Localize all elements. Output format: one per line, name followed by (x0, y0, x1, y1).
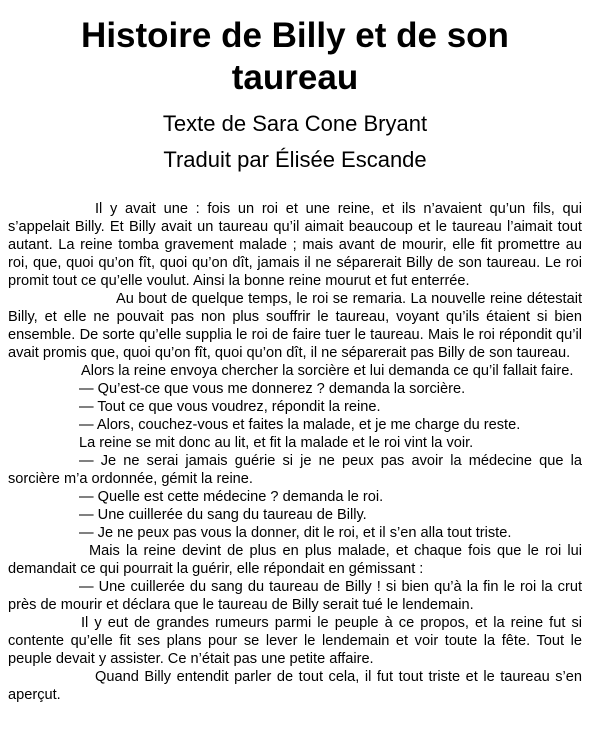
paragraph: Alors la reine envoya chercher la sorcière et lui demanda ce qu’il fallait faire. (81, 363, 574, 379)
paragraph: Mais la reine devint de plus en plus malade, et chaque fois que le roi lui demandait ce qui pourrait la guérir, elle répondait en gémissant : (8, 543, 582, 577)
translator-line: Traduit par Élisée Escande (163, 147, 427, 172)
paragraph: — Je ne peux pas vous la donner, dit le roi, et il s’en alla tout triste. (79, 525, 512, 541)
paragraph: — Je ne serai jamais guérie si je ne peux pas avoir la médecine que la sorcière m’a ordonnée, gémit la reine. (8, 453, 582, 487)
paragraph: Il y eut de grandes rumeurs parmi le peuple à ce propos, et la reine fut si contente qu’elle fit ses plans pour se lever le lendemain et voir toute la fête. Tout le peuple devait y assister. Ce n’était pas une petite affaire. (8, 615, 582, 667)
paragraph: — Alors, couchez-vous et faites la malade, et je me charge du reste. (79, 417, 521, 433)
paragraph: Au bout de quelque temps, le roi se remaria. La nouvelle reine détestait Billy, et elle ne pouvait pas non plus souffrir le taureau, voyant qu’ils étaient si bien ensemble. De sorte qu’elle supplia le roi de faire tuer le taureau. Mais le roi répondit qu’il avait promis que, quoi qu’on fît, quoi qu’on dît, il ne séparerait pas Billy de son taureau. (8, 291, 582, 361)
author-line: Texte de Sara Cone Bryant (162, 111, 428, 136)
paragraph: — Une cuillerée du sang du taureau de Billy ! si bien qu’à la fin le roi la crut près de mourir et déclara que le taureau de Billy serait tué le lendemain. (8, 579, 582, 613)
paragraph: — Qu’est-ce que vous me donnerez ? demanda la sorcière. (79, 381, 466, 397)
story-body (8, 200, 582, 704)
paragraph: La reine se mit donc au lit, et fit la malade et le roi vint la voir. (79, 435, 474, 451)
paragraph: Quand Billy entendit parler de tout cela, il fut tout triste et le taureau s’en aperçut. (8, 669, 582, 703)
paragraph: — Une cuillerée du sang du taureau de Billy. (79, 507, 367, 523)
paragraph: — Tout ce que vous voudrez, répondit la reine. (79, 399, 381, 415)
paragraph: Il y avait une : fois un roi et une reine, et ils n’avaient qu’un fils, qui s’appelait Billy. Et Billy avait un taureau qu’il aimait beaucoup et le taureau l’aimait tout autant. La reine tomba gravement malade ; mais avant de mourir, elle fit promettre au roi, que, quoi qu’on fît, quoi qu’on dît, jamais il ne séparerait Billy de son taureau. Le roi promit tout ce qu’elle voulut. Ainsi la bonne reine mourut et fut enterrée. (8, 201, 582, 289)
page-title: Histoire de Billy et de son taureau (81, 16, 509, 97)
paragraph: — Quelle est cette médecine ? demanda le roi. (79, 489, 384, 505)
